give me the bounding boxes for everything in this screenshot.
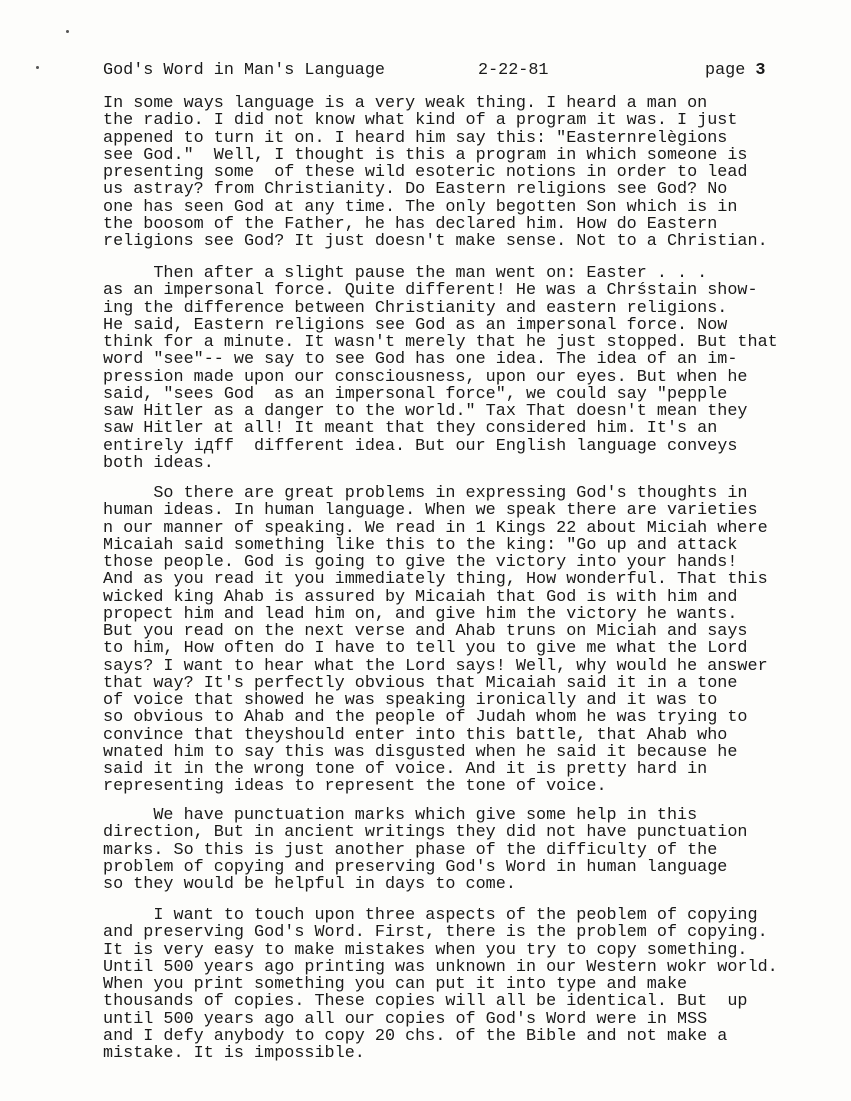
text-line: We have punctuation marks which give some help in this xyxy=(103,806,698,825)
text-line: those people. God is going to give the victory into your hands! xyxy=(103,553,738,572)
text-line: thousands of copies. These copies will all be identical. But up xyxy=(103,992,748,1012)
document-date: 2-22-81 xyxy=(478,61,549,80)
text-line: I want to touch upon three aspects of the peoblem of copying xyxy=(103,906,758,925)
text-line: appened to turn it on. I heard him say this: "Easternrelègions xyxy=(103,128,728,148)
text-line: saw Hitler as a danger to the world." Tax That doesn't mean they xyxy=(103,402,748,421)
text-line: one has seen God at any time. The only begotten Son which is in xyxy=(103,197,738,217)
text-line: the boosom of the Father, he has declared him. How do Eastern xyxy=(103,214,718,234)
text-line: see God." Well, I thought is this a program in which someone is xyxy=(103,145,748,165)
text-line: until 500 years ago all our copies of God's Word were in MSS xyxy=(103,1009,708,1029)
text-line: both ideas. xyxy=(103,453,214,473)
document-title: God's Word in Man's Language xyxy=(103,61,385,80)
page-number: 3 xyxy=(755,61,766,80)
page-label: page xyxy=(705,61,746,80)
text-line: said, "sees God as an impersonal force", we could say "pepple xyxy=(103,384,728,404)
text-line: religions see God? It just doesn't make sense. Not to a Christian. xyxy=(103,232,768,251)
paper-speck xyxy=(36,66,39,69)
paragraph-5 xyxy=(103,907,778,1062)
text-line: direction, But in ancient writings they did not have punctuation xyxy=(103,823,748,843)
text-line: us astray? from Christianity. Do Eastern religions see God? No xyxy=(103,180,728,200)
text-line: But you read on the next verse and Ahab truns on Miciah and says xyxy=(103,622,748,641)
text-line: It is very easy to make mistakes when you try to copy something. xyxy=(103,940,748,960)
text-line: mistake. It is impossible. xyxy=(103,1044,365,1063)
text-line: so obvious to Ahab and the people of Judah whom he was trying to xyxy=(103,708,748,728)
text-line: said it in the wrong tone of voice. And it is pretty hard in xyxy=(103,760,708,779)
text-line: Then after a slight pause the man went on: Easter . . . xyxy=(103,264,708,283)
text-line: propect him and lead him on, and give him the victory he wants. xyxy=(103,604,738,624)
text-line: entirely iдff different idea. But our English language conveys xyxy=(103,436,738,456)
text-line: word "see"-- we say to see God has one idea. The idea of an im- xyxy=(103,350,738,370)
text-line: wicked king Ahab is assured by Micaiah that God is with him and xyxy=(103,587,738,607)
text-line: the radio. I did not know what kind of a program it was. I just xyxy=(103,111,738,131)
text-line: Until 500 years ago printing was unknown in our Western wokr world. xyxy=(103,957,778,977)
text-line: So there are great problems in expressing God's thoughts in xyxy=(103,484,748,503)
text-line: marks. So this is just another phase of the difficulty of the xyxy=(103,840,718,860)
text-line: to him, How often do I have to tell you to give me what the Lord xyxy=(103,639,748,659)
text-line: convince that theyshould enter into this battle, that Ahab who xyxy=(103,725,728,745)
text-line: says? I want to hear what the Lord says! Well, why would he answer xyxy=(103,656,768,676)
text-line: pression made upon our consciousness, upon our eyes. But when he xyxy=(103,367,748,387)
page-indicator xyxy=(705,62,765,79)
paragraph-2 xyxy=(103,265,778,472)
text-line: think for a minute. It wasn't merely that he just stopped. But that xyxy=(103,333,778,352)
text-line: In some ways language is a very weak thing. I heard a man on xyxy=(103,94,708,113)
text-line: and preserving God's Word. First, there is the problem of copying. xyxy=(103,923,768,943)
text-line: that way? It's perfectly obvious that Micaiah said it in a tone xyxy=(103,673,738,693)
paper-speck xyxy=(66,30,69,33)
text-line: so they would be helpful in days to come. xyxy=(103,875,516,894)
text-line: problem of copying and preserving God's Word in human language xyxy=(103,857,728,877)
text-line: When you print something you can put it into type and make xyxy=(103,975,688,994)
text-line: presenting some of these wild esoteric notions in order to lead xyxy=(103,163,748,182)
text-line: and I defy anybody to copy 20 chs. of the Bible and not make a xyxy=(103,1026,728,1046)
paragraph-1 xyxy=(103,95,768,250)
text-line: wnated him to say this was disgusted when he said it because he xyxy=(103,742,738,762)
text-line: He said, Eastern religions see God as an impersonal force. Now xyxy=(103,315,728,335)
paragraph-4 xyxy=(103,807,748,893)
text-line: as an impersonal force. Quite different! He was a Chrśstain show- xyxy=(103,281,758,301)
text-line: of voice that showed he was speaking ironically and it was to xyxy=(103,691,718,710)
text-line: And as you read it you immediately thing, How wonderful. That this xyxy=(103,570,768,590)
text-line: Micaiah said something like this to the king: "Go up and attack xyxy=(103,535,738,555)
paragraph-3 xyxy=(103,485,768,796)
text-line: representing ideas to represent the tone of voice. xyxy=(103,777,607,797)
text-line: n our manner of speaking. We read in 1 Kings 22 about Miciah where xyxy=(103,518,768,538)
text-line: saw Hitler at all! It meant that they considered him. It's an xyxy=(103,419,718,439)
text-line: human ideas. In human language. When we speak there are varieties xyxy=(103,501,758,521)
text-line: ing the difference between Christianity and eastern religions. xyxy=(103,298,728,318)
